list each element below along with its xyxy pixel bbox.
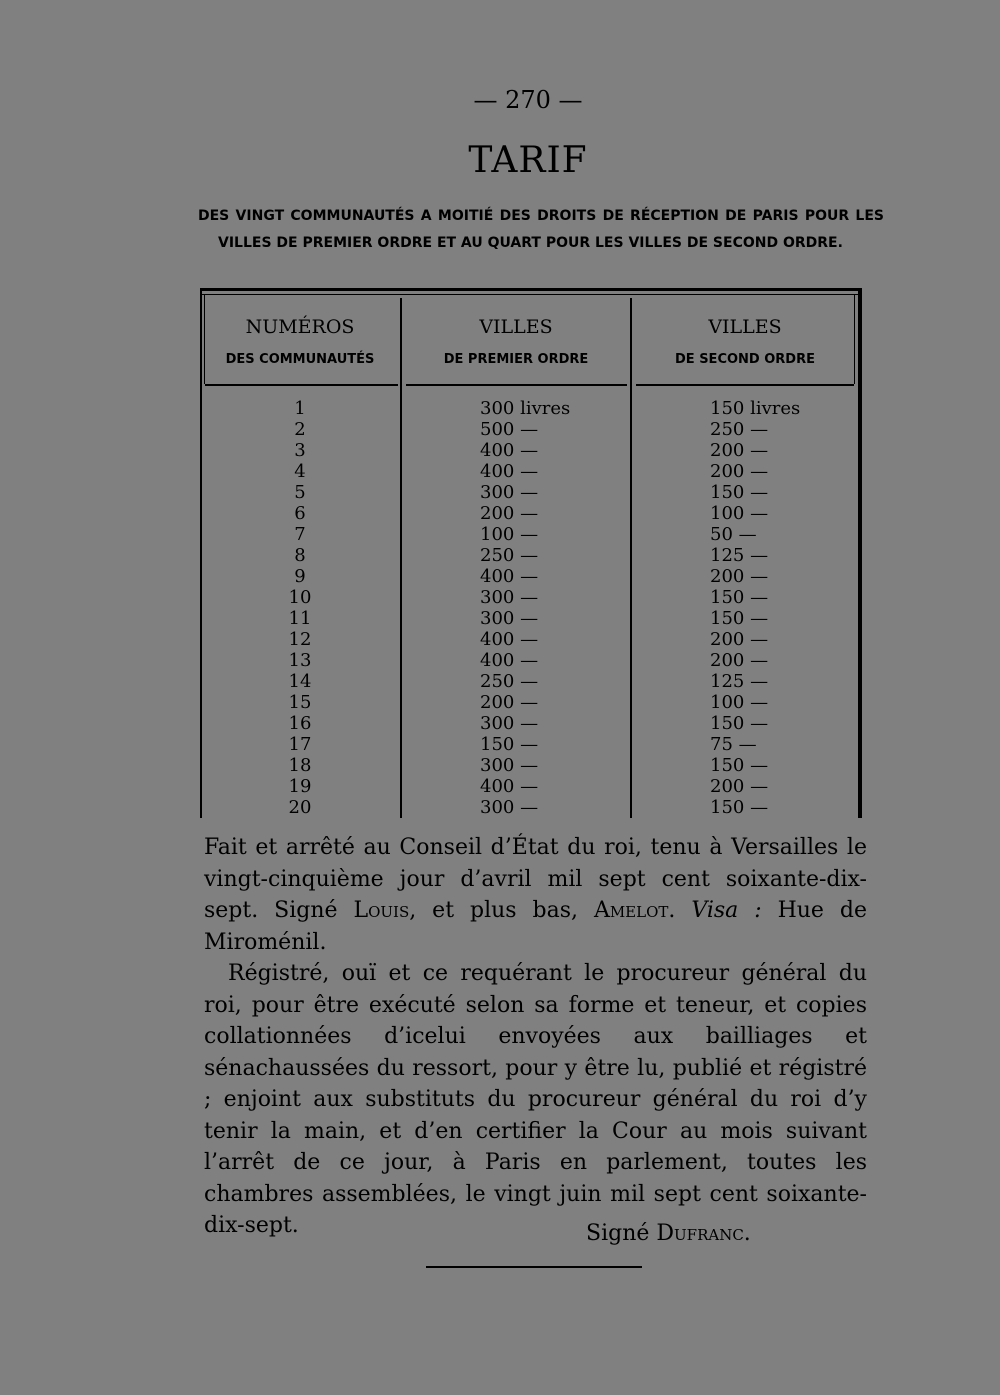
table-cell: 75 — — [710, 734, 757, 755]
table-cell: 300 — — [480, 713, 539, 734]
signature-prefix: Signé — [586, 1221, 657, 1246]
signature-name: Dufranc — [656, 1221, 744, 1246]
table-cell: 11 — [288, 608, 312, 629]
header-second-line2: DE SECOND ORDRE — [675, 352, 815, 367]
paragraph-registre: Régistré, ouï et ce requérant le procureur général du roi, pour être exécuté selon sa forme et teneur, et copies collationnées d’icelui envoyées aux bailliages et sénachaussées du ressort, pour y être lu, publié et régistré ; enjoint aux substituts du procureur général du roi d’y tenir la main, et d’en certifier la Cour au mois suivant l’arrêt de ce jour, à Paris en parlement, toutes les chambres assemblées, le vingt juin mil sept cent soixante-dix-sept. — [204, 961, 867, 1238]
signature — [586, 1218, 751, 1249]
subtitle: DES VINGT COMMUNAUTÉS A MOITIÉ DES DROITS DE RÉCEPTION DE PARIS POUR LES VILLES DE PREMIER ORDRE ET AU QUART POUR LES VILLES DE SECOND ORDRE. — [198, 208, 884, 251]
table-cell: 400 — — [480, 440, 539, 461]
table-cell: 300 livres — [480, 398, 571, 419]
header-second-ordre — [632, 316, 858, 367]
header-numeros-line2: DES COMMUNAUTÉS — [225, 352, 375, 367]
table-cell: 18 — [288, 755, 312, 776]
column-second-ordre — [710, 398, 830, 818]
column-divider-2 — [630, 298, 632, 818]
table-cell: 125 — — [710, 545, 769, 566]
table-cell: 4 — [294, 461, 306, 482]
table-cell: 250 — — [480, 671, 539, 692]
table-cell: 150 — — [710, 482, 769, 503]
table-cell: 7 — [294, 524, 306, 545]
table-cell: 1 — [294, 398, 306, 419]
table-cell: 200 — — [710, 650, 769, 671]
column-divider-1 — [400, 298, 402, 818]
table-right-rule — [858, 288, 862, 818]
para1-text2: , et plus bas, — [409, 898, 594, 923]
table-top-rule-thick — [200, 288, 862, 291]
table-cell: 20 — [288, 797, 312, 818]
column-numbers — [200, 398, 400, 818]
table-cell: 17 — [288, 734, 312, 755]
table-cell: 19 — [288, 776, 312, 797]
table-cell: 100 — — [710, 503, 769, 524]
header-rule-1 — [205, 384, 398, 386]
closing-rule — [426, 1266, 642, 1268]
table-top-rule-thin — [200, 294, 862, 295]
header-premier-line1: VILLES — [479, 316, 553, 338]
table-cell: 14 — [288, 671, 312, 692]
table-cell: 200 — — [710, 461, 769, 482]
table-cell: 9 — [294, 566, 306, 587]
table-cell: 500 — — [480, 419, 539, 440]
table-cell: 16 — [288, 713, 312, 734]
table-cell: 8 — [294, 545, 306, 566]
table-cell: 300 — — [480, 797, 539, 818]
column-premier-ordre — [480, 398, 600, 818]
table-cell: 50 — — [710, 524, 757, 545]
tariff-table — [200, 288, 862, 818]
header-numeros-line1: NUMÉROS — [245, 316, 355, 338]
table-cell: 400 — — [480, 776, 539, 797]
table-cell: 300 — — [480, 587, 539, 608]
table-cell: 10 — [288, 587, 312, 608]
table-cell: 200 — — [710, 440, 769, 461]
table-cell: 3 — [294, 440, 306, 461]
table-cell: 150 — — [710, 797, 769, 818]
page-number: — 270 — — [473, 86, 583, 114]
table-cell: 100 — — [480, 524, 539, 545]
table-cell: 150 — — [710, 587, 769, 608]
header-premier-ordre — [402, 316, 630, 367]
table-cell: 150 — — [710, 755, 769, 776]
table-cell: 125 — — [710, 671, 769, 692]
header-second-line1: VILLES — [708, 316, 782, 338]
table-cell: 300 — — [480, 482, 539, 503]
header-rule-3 — [636, 384, 854, 386]
table-cell: 200 — — [480, 503, 539, 524]
visa-label: Visa : — [691, 898, 762, 923]
table-cell: 150 — — [480, 734, 539, 755]
table-cell: 150 livres — [710, 398, 801, 419]
table-cell: 400 — — [480, 650, 539, 671]
table-cell: 250 — — [480, 545, 539, 566]
name-louis: Louis — [353, 898, 410, 923]
table-cell: 200 — — [710, 629, 769, 650]
page-title: TARIF — [468, 140, 588, 181]
name-amelot: Amelot — [593, 898, 669, 923]
table-cell: 400 — — [480, 566, 539, 587]
table-cell: 200 — — [480, 692, 539, 713]
table-cell: 200 — — [710, 566, 769, 587]
table-cell: 15 — [288, 692, 312, 713]
table-cell: 400 — — [480, 461, 539, 482]
header-premier-line2: DE PREMIER ORDRE — [443, 352, 589, 367]
body-text — [204, 832, 867, 1242]
table-cell: 300 — — [480, 608, 539, 629]
table-cell: 12 — [288, 629, 312, 650]
table-cell: 300 — — [480, 755, 539, 776]
table-cell: 13 — [288, 650, 312, 671]
table-cell: 250 — — [710, 419, 769, 440]
para1-text1: Fait et arrêté au Conseil d’État du roi, tenu à Versailles le vingt-cinquième jour d’avril mil sept cent soixante-dix-sept. Signé — [204, 835, 867, 923]
para1-text3: . — [668, 898, 692, 923]
table-cell: 6 — [294, 503, 306, 524]
table-cell: 150 — — [710, 608, 769, 629]
table-cell: 150 — — [710, 713, 769, 734]
signature-suffix: . — [743, 1221, 751, 1246]
table-cell: 5 — [294, 482, 306, 503]
table-cell: 400 — — [480, 629, 539, 650]
para1-text4: Hue de Miroménil. — [204, 898, 867, 955]
table-cell: 200 — — [710, 776, 769, 797]
header-rule-2 — [406, 384, 627, 386]
header-numeros — [200, 316, 400, 367]
table-cell: 100 — — [710, 692, 769, 713]
table-cell: 2 — [294, 419, 306, 440]
paragraph-conseil — [204, 832, 867, 958]
